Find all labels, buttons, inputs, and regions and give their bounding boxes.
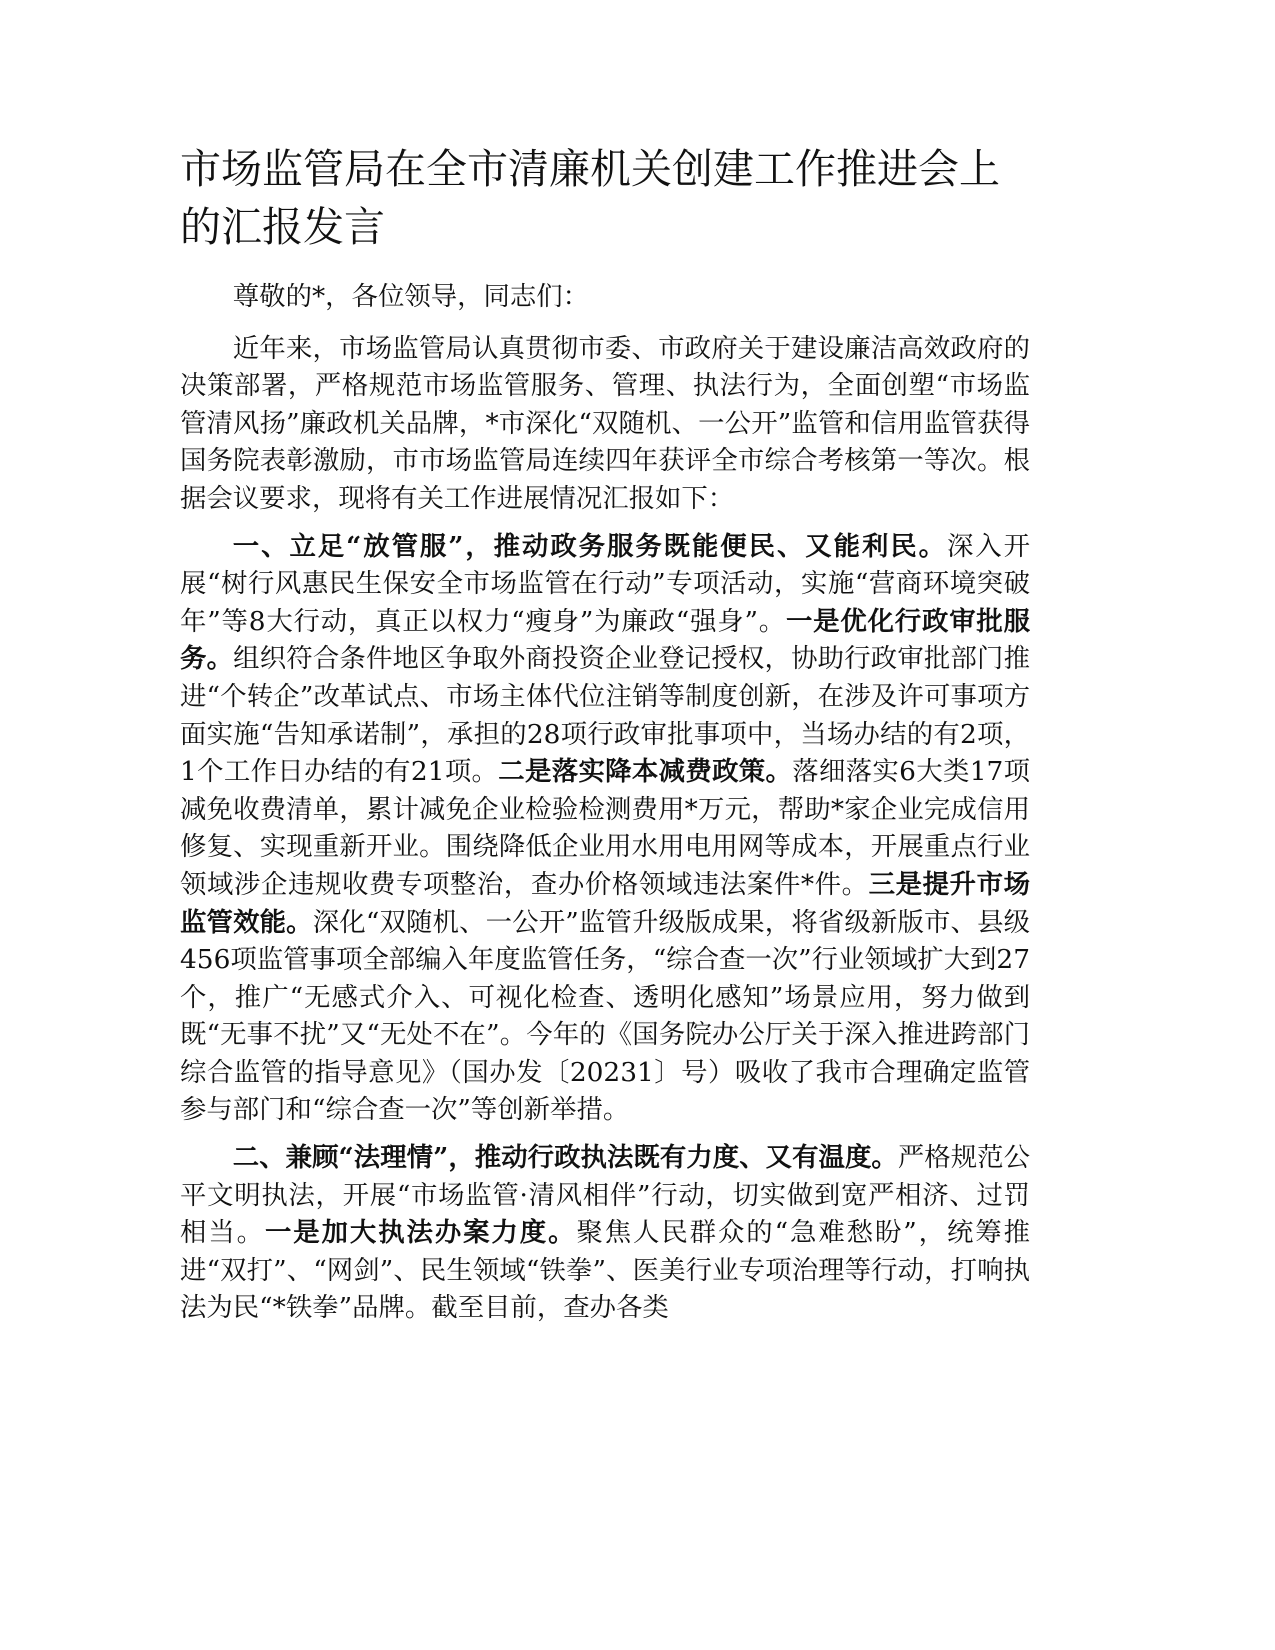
section-1-point-1-text: 组织符合条件地区争取外商投资企业登记授权，协助行政审批部门推进“个转企”改革试点、市场主体代位注销等制度创新，在涉及许可事项方面实施“告知承诺制”，承担的28项行政审批事项中，当场办结的有2项，1个工作日办结的有21项。 <box>180 643 1031 788</box>
section-1-paragraph <box>180 528 1030 1130</box>
section-1-point-2-title: 二是落实降本减费政策。 <box>498 756 793 788</box>
section-1-point-3-title: 三是提升市场监管效能。 <box>180 868 1030 938</box>
section-2-heading: 二、兼顾“法理情”，推动行政执法既有力度、又有温度。 <box>232 1142 898 1174</box>
section-1-point-3-text: 深化“双随机、一公开”监管升级版成果，将省级新版市、县级456项监管事项全部编入年度监管任务，“综合查一次”行业领域扩大到27个，推广“无感式介入、可视化检查、透明化感知”场景应用，努力做到既“无事不扰”又“无处不在”。今年的《国务院办公厅关于深入推进跨部门综合监管的指导意见》（国办发〔20231〕号）吸收了我市合理确定监管参与部门和“综合查一次”等创新举措。 <box>180 906 1031 1126</box>
section-2-point-1-text: 聚焦人民群众的“急难愁盼”，统筹推进“双打”、“网剑”、民生领域“铁拳”、医美行业专项治理等行动，打响执法为民“*铁拳”品牌。截至目前，查办各类 <box>180 1217 1031 1324</box>
intro-paragraph: 近年来，市场监管局认真贯彻市委、市政府关于建设廉洁高效政府的决策部署，严格规范市场监管服务、管理、执法行为，全面创塑“市场监管清风扬”廉政机关品牌，*市深化“双随机、一公开”监管和信用监管获得国务院表彰激励，市市场监管局连续四年获评全市综合考核第一等次。根据会议要求，现将有关工作进展情况汇报如下： <box>180 332 1030 514</box>
document-page <box>180 140 1030 1337</box>
salutation: 尊敬的*，各位领导，同志们： <box>232 281 590 312</box>
section-2-intro-text: 严格规范公平文明执法，开展“市场监管·清风相伴”行动，切实做到宽严相济、过罚相当。 <box>180 1142 1030 1249</box>
section-1-intro-text: 深入开展“树行风惠民生保安全市场监管在行动”专项活动，实施“营商环境突破年”等8大行动，真正以权力“瘦身”为廉政“强身”。 <box>180 530 1031 637</box>
section-1-heading: 一、立足“放管服”，推动政务服务既能便民、又能利民。 <box>232 530 947 562</box>
document-title: 市场监管局在全市清廉机关创建工作推进会上的汇报发言 <box>180 145 1000 251</box>
section-1-point-2-text: 落细落实6大类17项减免收费清单，累计减免企业检验检测费用*万元，帮助*家企业完成信用修复、实现重新开业。围绕降低企业用水用电用网等成本，开展重点行业领域涉企违规收费专项整治，查办价格领域违法案件*件。 <box>180 756 1031 900</box>
section-2-paragraph <box>180 1139 1030 1327</box>
section-2-point-1-title: 一是加大执法办案力度。 <box>264 1217 577 1249</box>
section-1-point-1-title: 一是优化行政审批服务。 <box>180 605 1030 675</box>
